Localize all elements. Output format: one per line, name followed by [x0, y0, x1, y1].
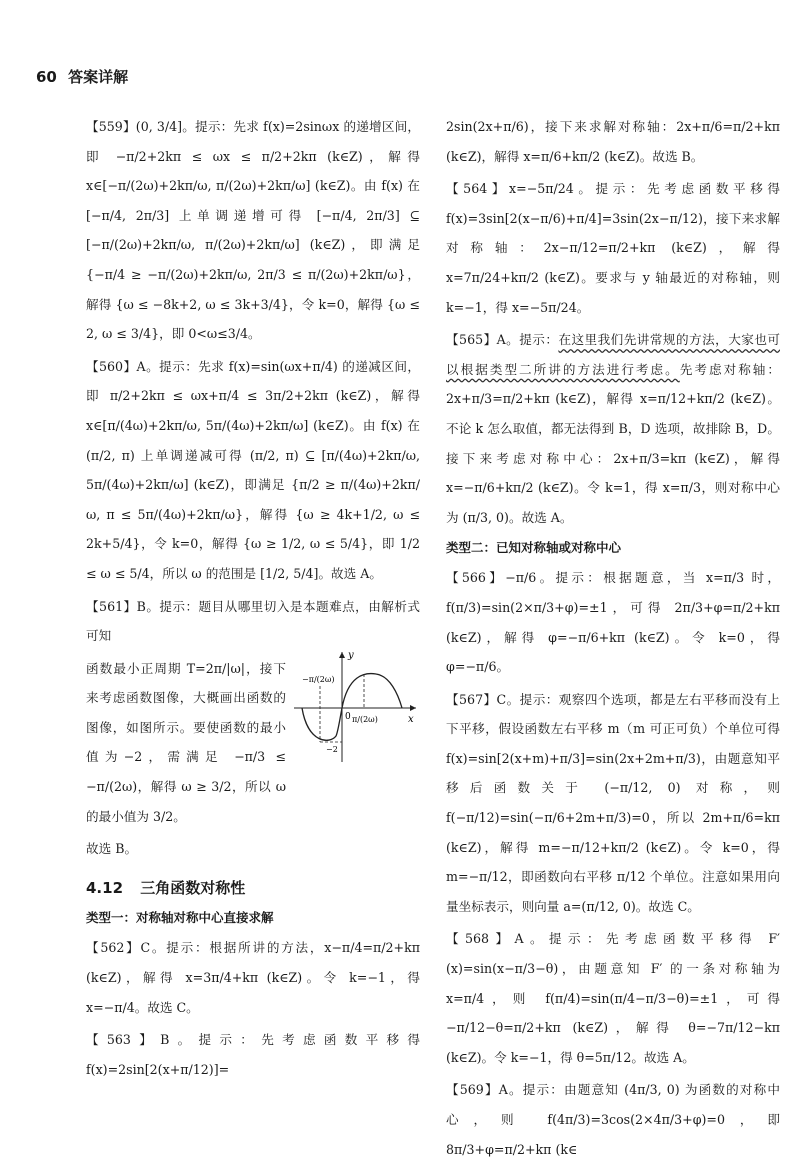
answer-559: 【559】(0, 3/4]。提示：先求 f(x)=2sinωx 的递增区间，即 −π/2+2kπ ≤ ωx ≤ π/2+2kπ (k∈Z)，解得 x∈[−π/(2ω)+2kπ/ω, π/(2ω)+2kπ/ω] (k∈Z)。由 f(x) 在 [−π/4, 2π/3] 上单调递增可得 [−π/4, 2π/3] ⊆ [−π/(2ω)+2kπ/ω, π/(2ω)+2kπ/ω] (k∈Z)，即满足 {−π/4 ≥ −π/(2ω)+2kπ/ω, 2π/3 ≤ π/(2ω)+2kπ/ω}，解得 {ω ≤ −8k+2, ω ≤ 3k+3/4}，令 k=0，解得 {ω ≤ 2, ω ≤ 3/4}，即 0<ω≤3/4。 [86, 119, 420, 342]
answer-561-intro: 【561】B。提示：题目从哪里切入是本题难点，由解析式可知 [86, 598, 420, 644]
y-axis-arrow [339, 652, 345, 658]
answer-566: 【566】−π/6。提示：根据题意，当 x=π/3 时，f(π/3)=sin(2×π/3+φ)=±1，可得 2π/3+φ=π/2+kπ (k∈Z)，解得 φ=−π/6+kπ (k∈Z)。令 k=0，得 φ=−π/6。 [446, 570, 780, 675]
page-header-title: 答案详解 [68, 68, 129, 86]
x-axis-label: x [408, 713, 414, 725]
type2-heading: 类型二：已知对称轴或对称中心 [446, 540, 622, 556]
section-title: 三角函数对称性 [140, 878, 246, 897]
answer-565 [446, 325, 780, 532]
x-axis-arrow [410, 705, 416, 711]
answer-567: 【567】C。提示：观察四个选项，都是左右平移而没有上下平移，假设函数左右平移 m（m 可正可负）个单位可得 f(x)=sin[2(x+m)+π/3]=sin(2x+2m+π/3)，由题意知平移后函数关于 (−π/12, 0) 对称，则 f(−π/12)=sin(−π/6+2m+π/3)=0，所以 2m+π/6=kπ (k∈Z)，解得 m=−π/12+kπ/2 (k∈Z)。令 k=0，得 m=−π/12，即函数向右平移 π/12 个单位。注意如果用向量坐标表示，则向量 a=(π/12, 0)。故选 C。 [446, 691, 780, 914]
y-axis-label: y [348, 649, 354, 661]
answer-569: 【569】A。提示：由题意知 (4π/3, 0) 为函数的对称中心，则 f(4π/3)=3cos(2×4π/3+φ)=0，即 8π/3+φ=π/2+kπ (k∈ [446, 1082, 780, 1157]
sine-graph-svg [290, 646, 420, 766]
answer-563: 【563】B。提示：先考虑函数平移得 f(x)=2sin[2(x+π/12)]= [86, 1032, 420, 1077]
right-column [446, 112, 780, 1167]
answer-565-wavy-note: 在这里我们先讲常规的方法，大家也可以根据类型二所讲的方法进行考虑。 [446, 332, 780, 377]
type1-heading: 类型一：对称轴对称中心直接求解 [86, 910, 274, 926]
answer-565-prefix: 【565】A。提示： [446, 332, 559, 348]
sine-graph-figure [290, 646, 420, 766]
min-value-label: −2 [326, 744, 338, 754]
left-column [86, 112, 420, 1087]
answer-568: 【568】A。提示：先考虑函数平移得 F′(x)=sin(x−π/3−θ)，由题意知 F′ 的一条对称轴为 x=π/4，则 f(π/4)=sin(π/4−π/3−θ)=±1，可得 −π/12−θ=π/2+kπ (k∈Z)，解得 θ=−7π/12−kπ (k∈Z)。令 k=−1，得 θ=5π/12。故选 A。 [446, 931, 780, 1065]
section-number: 4.12 [86, 878, 124, 897]
answer-563-continued: 2sin(2x+π/6)，接下来求解对称轴：2x+π/6=π/2+kπ (k∈Z)，解得 x=π/6+kπ/2 (k∈Z)。故选 B。 [446, 119, 780, 164]
answer-561-figure-text: 函数最小正周期 T=2π/|ω|，接下来考虑函数图像，大概画出函数的图像，如图所示。要使函数的最小值为−2，需满足 −π/3 ≤ −π/(2ω)，解得 ω ≥ 3/2，所以 ω 的最小值为 3/2。 [86, 660, 286, 824]
right-tick-label: π/(2ω) [352, 714, 378, 724]
section-heading [86, 874, 420, 904]
answer-561-figure-row [86, 649, 420, 835]
answer-565-body: 先考虑对称轴：2x+π/3=π/2+kπ (k∈Z)，解得 x=π/12+kπ/2 (k∈Z)。不论 k 怎么取值，都无法得到 B，D 选项，故排除 B，D。接下来考虑对称中心：2x+π/3=kπ (k∈Z)，解得 x=−π/6+kπ/2 (k∈Z)。令 k=1，得 x=π/3，则对称中心为 (π/3, 0)。故选 A。 [446, 361, 780, 525]
answer-562: 【562】C。提示：根据所讲的方法，x−π/4=π/2+kπ (k∈Z)，解得 x=3π/4+kπ (k∈Z)。令 k=−1，得 x=−π/4。故选 C。 [86, 940, 420, 1015]
origin-label: 0 [345, 711, 351, 722]
left-tick-label: −π/(2ω) [302, 674, 335, 684]
answer-560: 【560】A。提示：先求 f(x)=sin(ωx+π/4) 的递减区间，即 π/2+2kπ ≤ ωx+π/4 ≤ 3π/2+2kπ (k∈Z)，解得 x∈[π/(4ω)+2kπ/ω, 5π/(4ω)+2kπ/ω] (k∈Z)。由 f(x) 在 (π/2, π) 上单调递减可得 (π/2, π) ⊆ [π/(4ω)+2kπ/ω, 5π/(4ω)+2kπ/ω] (k∈Z)，即满足 {π/2 ≥ π/(4ω)+2kπ/ω, π ≤ 5π/(4ω)+2kπ/ω}，解得 {ω ≥ 4k+1/2, ω ≤ 2k+5/4}，令 k=0，解得 {ω ≥ 1/2, ω ≤ 5/4}，即 1/2 ≤ ω ≤ 5/4，所以 ω 的范围是 [1/2, 5/4]。故选 A。 [86, 358, 420, 581]
page-number: 60 [36, 68, 57, 86]
answer-561-end: 故选 B。 [86, 841, 138, 857]
answer-564: 【564】x=−5π/24。提示：先考虑函数平移得 f(x)=3sin[2(x−π/6)+π/4]=3sin(2x−π/12)，接下来求解对称轴：2x−π/12=π/2+kπ (k∈Z)，解得 x=7π/24+kπ/2 (k∈Z)。要求与 y 轴最近的对称轴，则 k=−1，得 x=−5π/24。 [446, 181, 780, 315]
page-header [36, 66, 128, 87]
